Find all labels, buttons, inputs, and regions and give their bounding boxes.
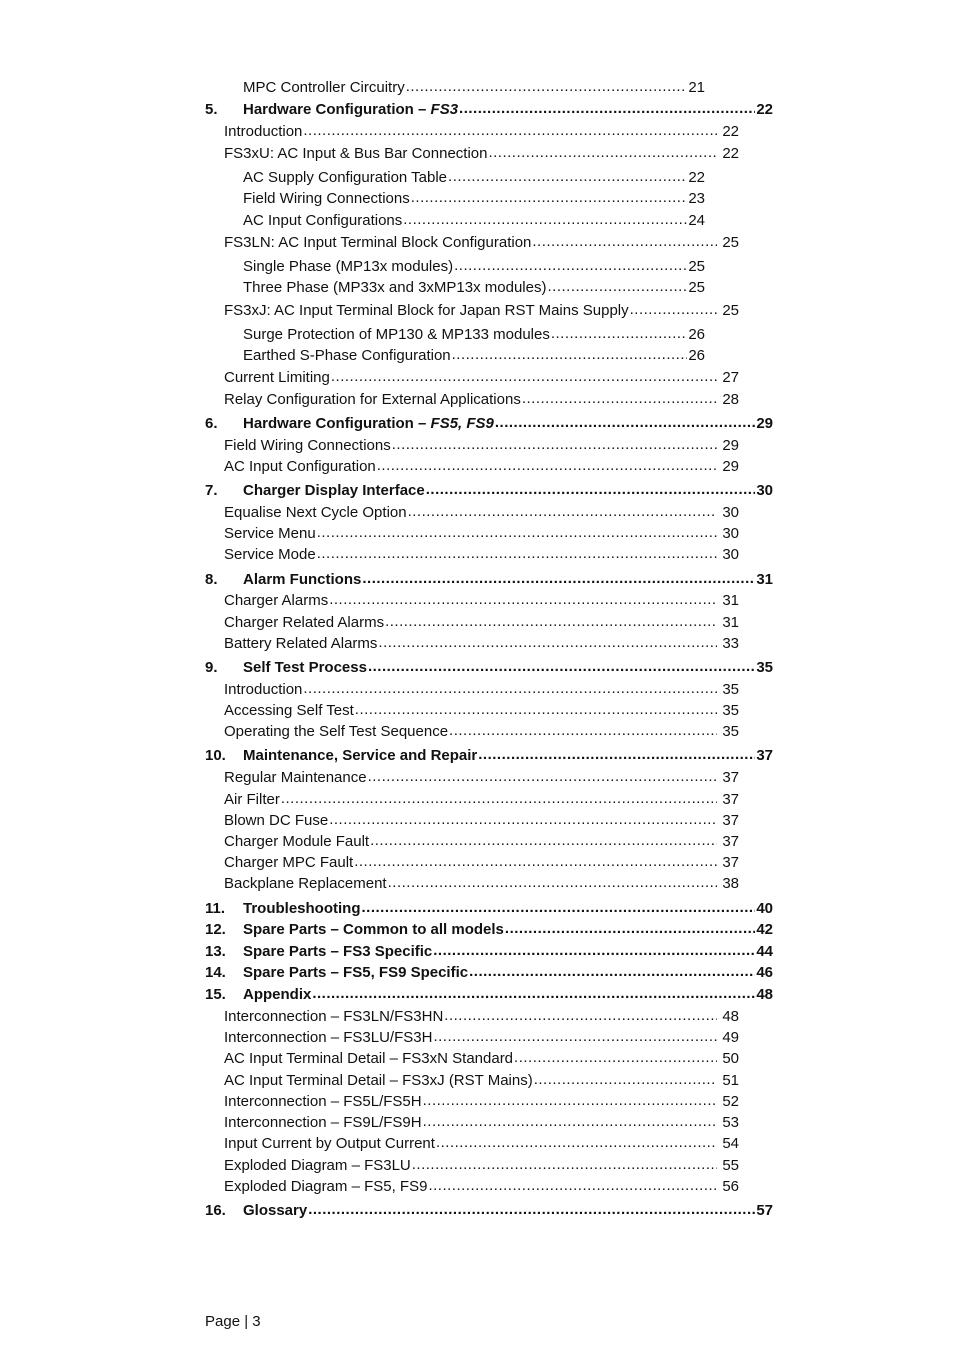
dot-leader (459, 101, 755, 118)
entry-title: Alarm Functions (243, 571, 362, 588)
dot-leader (532, 234, 717, 251)
dot-leader (505, 921, 755, 938)
dot-leader (412, 1157, 718, 1174)
dot-leader (388, 875, 718, 892)
entry-title: Spare Parts – FS3 Specific (243, 943, 433, 960)
toc-section-entry[interactable] (205, 964, 773, 982)
entry-title: Introduction (224, 681, 303, 698)
entry-title: MPC Controller Circuitry (243, 79, 405, 96)
toc-section-entry[interactable] (205, 900, 773, 918)
toc-subsection-entry[interactable] (224, 812, 739, 830)
dot-leader (331, 369, 717, 386)
entry-title-italic: FS5, FS9 (430, 415, 494, 432)
section-number: 10. (205, 747, 226, 764)
dot-leader (377, 458, 718, 475)
entry-title: Spare Parts – Common to all models (243, 921, 504, 938)
entry-title: Earthed S-Phase Configuration (243, 347, 451, 364)
entry-title: Charger Alarms (224, 592, 329, 609)
entry-title: Maintenance, Service and Repair (243, 747, 478, 764)
toc-subsection-entry[interactable] (224, 833, 739, 851)
entry-title: Exploded Diagram – FS5, FS9 (224, 1178, 428, 1195)
dot-leader (423, 1093, 718, 1110)
toc-subsection-entry[interactable] (224, 391, 739, 409)
dot-leader (630, 302, 718, 319)
page-number: 30 (722, 525, 739, 542)
page-number: 25 (688, 258, 705, 275)
entry-title: Spare Parts – FS5, FS9 Specific (243, 964, 469, 981)
toc-subsection-entry[interactable] (224, 437, 739, 455)
entry-title: Charger MPC Fault (224, 854, 354, 871)
page-number: 37 (722, 812, 739, 829)
page-number: 37 (722, 769, 739, 786)
dot-leader (423, 1114, 718, 1131)
entry-title: Accessing Self Test (224, 702, 354, 719)
dot-leader (362, 571, 755, 588)
dot-leader (406, 79, 688, 96)
toc-subsection-entry[interactable] (243, 258, 705, 276)
page-number: 35 (722, 723, 739, 740)
page-number: 35 (722, 681, 739, 698)
page-number: 53 (722, 1114, 739, 1131)
toc-subsection-entry[interactable] (224, 769, 739, 787)
dot-leader (403, 212, 687, 229)
page-number: 25 (722, 234, 739, 251)
page-number: 55 (722, 1157, 739, 1174)
toc-subsection-entry[interactable] (224, 854, 739, 872)
entry-title: Interconnection – FS5L/FS5H (224, 1093, 422, 1110)
page-number: 23 (688, 190, 705, 207)
page-number: 48 (756, 986, 773, 1003)
page-footer: Page | 3 (205, 1313, 261, 1330)
dot-leader (444, 1008, 717, 1025)
entry-title: Field Wiring Connections (224, 437, 391, 454)
dot-leader (547, 279, 687, 296)
dot-leader (362, 900, 756, 917)
dot-leader (428, 1178, 717, 1195)
entry-title: Appendix (243, 986, 312, 1003)
entry-title: FS3LN: AC Input Terminal Block Configuration (224, 234, 532, 251)
toc-subsection-entry[interactable] (243, 79, 705, 97)
dot-leader (392, 437, 718, 454)
entry-title: Service Mode (224, 546, 316, 563)
page-number: 57 (756, 1202, 773, 1219)
entry-title: Current Limiting (224, 369, 330, 386)
section-number: 6. (205, 415, 218, 432)
entry-title: Three Phase (MP33x and 3xMP13x modules) (243, 279, 547, 296)
entry-title: AC Input Configurations (243, 212, 403, 229)
toc-subsection-entry[interactable] (224, 702, 739, 720)
toc-subsection-entry[interactable] (224, 1157, 739, 1175)
toc-subsection-entry[interactable] (224, 791, 739, 809)
toc-subsection-entry[interactable] (243, 326, 705, 344)
toc-section-entry[interactable] (205, 571, 773, 589)
entry-title: Service Menu (224, 525, 316, 542)
toc-subsection-entry[interactable] (224, 145, 739, 163)
dot-leader (433, 943, 755, 960)
dot-leader (436, 1135, 717, 1152)
dot-leader (449, 723, 717, 740)
toc-subsection-entry[interactable] (224, 458, 739, 476)
toc-section-entry[interactable] (205, 659, 773, 677)
dot-leader (454, 258, 687, 275)
toc-subsection-entry[interactable] (224, 369, 739, 387)
entry-title: Surge Protection of MP130 & MP133 modules (243, 326, 550, 343)
entry-title: Battery Related Alarms (224, 635, 378, 652)
page-number: 37 (722, 854, 739, 871)
page-number: 42 (756, 921, 773, 938)
page-number: 27 (722, 369, 739, 386)
page-number: 51 (722, 1072, 739, 1089)
section-number: 9. (205, 659, 218, 676)
toc-subsection-entry[interactable] (243, 347, 705, 365)
toc-subsection-entry[interactable] (224, 1008, 739, 1026)
page-number: 22 (722, 123, 739, 140)
page-number: 37 (722, 791, 739, 808)
dot-leader (308, 1202, 755, 1219)
dot-leader (312, 986, 755, 1003)
dot-leader (303, 123, 717, 140)
entry-title: Blown DC Fuse (224, 812, 329, 829)
entry-title: Charger Module Fault (224, 833, 370, 850)
toc-subsection-entry[interactable] (224, 546, 739, 564)
page-number: 29 (756, 415, 773, 432)
section-number: 8. (205, 571, 218, 588)
dot-leader (522, 391, 717, 408)
entry-title: Exploded Diagram – FS3LU (224, 1157, 411, 1174)
dot-leader (408, 504, 718, 521)
toc-section-entry[interactable] (205, 747, 773, 765)
entry-title: Backplane Replacement (224, 875, 387, 892)
entry-title: Troubleshooting (243, 900, 361, 917)
dot-leader (469, 964, 755, 981)
dot-leader (488, 145, 717, 162)
page-number: 30 (722, 546, 739, 563)
entry-title: Interconnection – FS9L/FS9H (224, 1114, 422, 1131)
entry-title: FS3xU: AC Input & Bus Bar Connection (224, 145, 488, 162)
entry-title: Air Filter (224, 791, 280, 808)
entry-title: Equalise Next Cycle Option (224, 504, 407, 521)
toc-section-entry[interactable] (205, 986, 773, 1004)
page-number: 26 (688, 326, 705, 343)
toc-subsection-entry[interactable] (224, 1029, 739, 1047)
page-number: 24 (688, 212, 705, 229)
dot-leader (433, 1029, 717, 1046)
entry-title-italic: FS3 (430, 101, 459, 118)
dot-leader (478, 747, 755, 764)
toc-subsection-entry[interactable] (224, 592, 739, 610)
entry-title: Operating the Self Test Sequence (224, 723, 449, 740)
dot-leader (452, 347, 688, 364)
page-number: 21 (688, 79, 705, 96)
entry-title: Interconnection – FS3LN/FS3HN (224, 1008, 444, 1025)
entry-title: Glossary (243, 1202, 308, 1219)
page-number: 44 (756, 943, 773, 960)
toc-section-entry[interactable] (205, 415, 773, 433)
page-number: 29 (722, 458, 739, 475)
dot-leader (378, 635, 717, 652)
dot-leader (534, 1072, 718, 1089)
dot-leader (551, 326, 687, 343)
dot-leader (281, 791, 717, 808)
toc-subsection-entry[interactable] (224, 723, 739, 741)
page-number: 25 (722, 302, 739, 319)
page-number: 31 (722, 614, 739, 631)
toc-subsection-entry[interactable] (224, 614, 739, 632)
page-number: 26 (688, 347, 705, 364)
entry-title: Regular Maintenance (224, 769, 367, 786)
dot-leader (354, 854, 717, 871)
entry-title: Charger Related Alarms (224, 614, 385, 631)
page-number: 40 (756, 900, 773, 917)
page-number: 30 (756, 482, 773, 499)
entry-title: AC Input Configuration (224, 458, 376, 475)
page-number: 22 (688, 169, 705, 186)
dot-leader (329, 812, 717, 829)
toc-section-entry[interactable] (205, 101, 773, 119)
entry-title: Charger Display Interface (243, 482, 425, 499)
entry-title: Interconnection – FS3LU/FS3H (224, 1029, 433, 1046)
dot-leader (303, 681, 717, 698)
dot-leader (448, 169, 687, 186)
page-number: 31 (756, 571, 773, 588)
section-number: 13. (205, 943, 226, 960)
toc-subsection-entry[interactable] (224, 504, 739, 522)
toc-subsection-entry[interactable] (243, 169, 705, 187)
toc-subsection-entry[interactable] (224, 1135, 739, 1153)
section-number: 11. (205, 900, 226, 917)
dot-leader (355, 702, 718, 719)
entry-title: Input Current by Output Current (224, 1135, 435, 1152)
toc-subsection-entry[interactable] (224, 1072, 739, 1090)
toc-subsection-entry[interactable] (224, 234, 739, 252)
entry-title: Field Wiring Connections (243, 190, 410, 207)
entry-title: Single Phase (MP13x modules) (243, 258, 454, 275)
toc-section-entry[interactable] (205, 943, 773, 961)
toc-subsection-entry[interactable] (224, 681, 739, 699)
page-number: 50 (722, 1050, 739, 1067)
entry-title: Introduction (224, 123, 303, 140)
dot-leader (426, 482, 756, 499)
page-number: 35 (722, 702, 739, 719)
entry-title: AC Supply Configuration Table (243, 169, 448, 186)
page-number: 35 (756, 659, 773, 676)
dot-leader (385, 614, 717, 631)
toc-subsection-entry[interactable] (224, 635, 739, 653)
toc-subsection-entry[interactable] (224, 302, 739, 320)
entry-title: Relay Configuration for External Applications (224, 391, 521, 408)
dot-leader (411, 190, 688, 207)
toc-subsection-entry[interactable] (224, 123, 739, 141)
page-number: 54 (722, 1135, 739, 1152)
toc-subsection-entry[interactable] (243, 212, 705, 230)
toc-subsection-entry[interactable] (224, 1093, 739, 1111)
section-number: 5. (205, 101, 218, 118)
toc-subsection-entry[interactable] (224, 525, 739, 543)
page-number: 25 (688, 279, 705, 296)
section-number: 15. (205, 986, 226, 1003)
toc-subsection-entry[interactable] (243, 190, 705, 208)
page-number: 22 (722, 145, 739, 162)
entry-title: AC Input Terminal Detail – FS3xN Standard (224, 1050, 514, 1067)
page-number: 38 (722, 875, 739, 892)
section-number: 12. (205, 921, 226, 938)
entry-title: AC Input Terminal Detail – FS3xJ (RST Mains) (224, 1072, 533, 1089)
dot-leader (370, 833, 717, 850)
page-number: 56 (722, 1178, 739, 1195)
page-number: 33 (722, 635, 739, 652)
entry-title: Self Test Process (243, 659, 367, 676)
section-number: 14. (205, 964, 226, 981)
toc-subsection-entry[interactable] (224, 875, 739, 893)
entry-title: Hardware Configuration – FS3 (243, 101, 459, 118)
toc-section-entry[interactable] (205, 1202, 773, 1220)
entry-title: FS3xJ: AC Input Terminal Block for Japan RST Mains Supply (224, 302, 629, 319)
dot-leader (329, 592, 717, 609)
page-number: 48 (722, 1008, 739, 1025)
toc-section-entry[interactable] (205, 482, 773, 500)
page-number: 37 (722, 833, 739, 850)
dot-leader (317, 546, 718, 563)
page-number: 30 (722, 504, 739, 521)
dot-leader (495, 415, 755, 432)
page-number: 28 (722, 391, 739, 408)
page-number: 29 (722, 437, 739, 454)
toc-subsection-entry[interactable] (224, 1114, 739, 1132)
dot-leader (317, 525, 718, 542)
dot-leader (514, 1050, 717, 1067)
page-number: 37 (756, 747, 773, 764)
page-number: 22 (756, 101, 773, 118)
page-number: 31 (722, 592, 739, 609)
toc-section-entry[interactable] (205, 921, 773, 939)
entry-title: Hardware Configuration – FS5, FS9 (243, 415, 494, 432)
toc-subsection-entry[interactable] (224, 1050, 739, 1068)
page-number: 46 (756, 964, 773, 981)
page-number: 49 (722, 1029, 739, 1046)
section-number: 7. (205, 482, 218, 499)
toc-subsection-entry[interactable] (243, 279, 705, 297)
page-number: 52 (722, 1093, 739, 1110)
dot-leader (368, 769, 718, 786)
dot-leader (368, 659, 755, 676)
toc-subsection-entry[interactable] (224, 1178, 739, 1196)
section-number: 16. (205, 1202, 226, 1219)
